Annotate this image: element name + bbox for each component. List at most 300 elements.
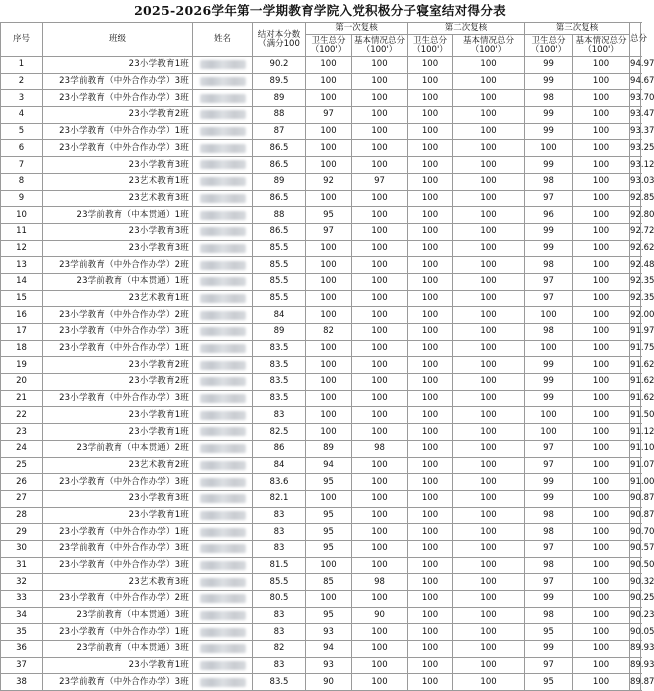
- row-r2-hygiene: 100: [408, 641, 453, 658]
- table-row: [1, 607, 641, 624]
- row-total: 93.12: [630, 157, 641, 174]
- row-r3-hygiene: 95: [525, 624, 573, 641]
- row-r1-hygiene: 100: [306, 490, 352, 507]
- row-name: [193, 457, 253, 474]
- row-r2-hygiene: 100: [408, 73, 453, 90]
- row-name: [193, 307, 253, 324]
- row-r1-basic: 100: [352, 641, 408, 658]
- row-name: [193, 524, 253, 541]
- row-pair-score: 85.5: [253, 273, 306, 290]
- row-r3-hygiene: 98: [525, 607, 573, 624]
- row-number: 24: [1, 440, 43, 457]
- row-r3-hygiene: 99: [525, 374, 573, 391]
- redacted-name: [200, 194, 246, 203]
- row-class: 23小学教育2班: [43, 107, 193, 124]
- row-number: 28: [1, 507, 43, 524]
- row-r1-basic: 100: [352, 90, 408, 107]
- row-r3-hygiene: 99: [525, 73, 573, 90]
- row-r2-hygiene: 100: [408, 474, 453, 491]
- row-r1-hygiene: 100: [306, 307, 352, 324]
- row-r1-basic: 100: [352, 324, 408, 341]
- row-r3-hygiene: 100: [525, 407, 573, 424]
- row-number: 38: [1, 674, 43, 691]
- row-r3-basic: 100: [573, 390, 630, 407]
- row-r2-hygiene: 100: [408, 374, 453, 391]
- redacted-name: [200, 528, 246, 537]
- row-r2-hygiene: 100: [408, 173, 453, 190]
- redacted-name: [200, 60, 246, 69]
- row-number: 33: [1, 591, 43, 608]
- row-name: [193, 273, 253, 290]
- row-total: 89.93: [630, 641, 641, 658]
- row-total: 94.67: [630, 73, 641, 90]
- row-r1-hygiene: 85: [306, 574, 352, 591]
- row-pair-score: 80.5: [253, 591, 306, 608]
- row-pair-score: 86.5: [253, 223, 306, 240]
- row-r1-basic: 100: [352, 157, 408, 174]
- row-r1-hygiene: 100: [306, 407, 352, 424]
- row-r3-hygiene: 98: [525, 524, 573, 541]
- row-pair-score: 84: [253, 307, 306, 324]
- row-name: [193, 540, 253, 557]
- table-row: [1, 340, 641, 357]
- row-name: [193, 173, 253, 190]
- row-r2-hygiene: 100: [408, 324, 453, 341]
- row-class: 23小学教育（中外合作办学）3班: [43, 390, 193, 407]
- row-pair-score: 82: [253, 641, 306, 658]
- redacted-name: [200, 327, 246, 336]
- row-total: 89.87: [630, 674, 641, 691]
- row-r3-basic: 100: [573, 324, 630, 341]
- row-r2-hygiene: 100: [408, 107, 453, 124]
- row-name: [193, 574, 253, 591]
- row-pair-score: 85.5: [253, 290, 306, 307]
- row-r1-basic: 100: [352, 424, 408, 441]
- row-r3-hygiene: 97: [525, 457, 573, 474]
- row-total: 93.47: [630, 107, 641, 124]
- row-r1-hygiene: 100: [306, 390, 352, 407]
- row-pair-score: 83.5: [253, 674, 306, 691]
- row-r3-hygiene: 99: [525, 223, 573, 240]
- row-number: 1: [1, 57, 43, 74]
- table-row: [1, 107, 641, 124]
- row-r3-hygiene: 97: [525, 540, 573, 557]
- row-r2-basic: 100: [453, 591, 525, 608]
- row-class: 23学前教育（中本贯通）3班: [43, 607, 193, 624]
- row-r2-basic: 100: [453, 173, 525, 190]
- row-total: 91.07: [630, 457, 641, 474]
- header-round1: 第一次复核: [306, 23, 408, 35]
- row-number: 9: [1, 190, 43, 207]
- redacted-name: [200, 361, 246, 370]
- row-r3-hygiene: 97: [525, 190, 573, 207]
- row-name: [193, 107, 253, 124]
- table-row: [1, 657, 641, 674]
- row-r3-basic: 100: [573, 57, 630, 74]
- sheet-title: 2025-2026学年第一学期教育学院入党积极分子寝室结对得分表: [134, 3, 506, 18]
- row-r2-hygiene: 100: [408, 607, 453, 624]
- row-total: 91.62: [630, 357, 641, 374]
- row-r1-hygiene: 100: [306, 57, 352, 74]
- row-name: [193, 641, 253, 658]
- row-name: [193, 190, 253, 207]
- redacted-name: [200, 394, 246, 403]
- table-row: [1, 490, 641, 507]
- redacted-name: [200, 544, 246, 553]
- row-number: 23: [1, 424, 43, 441]
- row-r3-basic: 100: [573, 490, 630, 507]
- row-r3-hygiene: 97: [525, 290, 573, 307]
- table-row: [1, 507, 641, 524]
- row-r3-hygiene: 96: [525, 207, 573, 224]
- row-r3-basic: 100: [573, 607, 630, 624]
- row-number: 3: [1, 90, 43, 107]
- table-row: [1, 173, 641, 190]
- row-total: 91.50: [630, 407, 641, 424]
- row-r3-hygiene: 99: [525, 490, 573, 507]
- redacted-name: [200, 661, 246, 670]
- row-number: 11: [1, 223, 43, 240]
- redacted-name: [200, 377, 246, 386]
- row-r1-hygiene: 82: [306, 324, 352, 341]
- row-number: 14: [1, 273, 43, 290]
- header-pair-score: 结对本分数（满分100: [253, 23, 306, 57]
- row-number: 31: [1, 557, 43, 574]
- row-r1-hygiene: 93: [306, 657, 352, 674]
- row-total: 91.62: [630, 374, 641, 391]
- score-table: [0, 22, 654, 691]
- row-number: 6: [1, 140, 43, 157]
- row-r2-basic: 100: [453, 507, 525, 524]
- row-class: 23小学教育3班: [43, 240, 193, 257]
- table-row: [1, 357, 641, 374]
- redacted-name: [200, 77, 246, 86]
- row-class: 23小学教育2班: [43, 374, 193, 391]
- row-r3-basic: 100: [573, 557, 630, 574]
- row-r1-basic: 100: [352, 407, 408, 424]
- row-r1-hygiene: 100: [306, 340, 352, 357]
- row-r1-hygiene: 95: [306, 507, 352, 524]
- row-class: 23艺术教育2班: [43, 457, 193, 474]
- row-r1-basic: 100: [352, 223, 408, 240]
- row-r1-basic: 100: [352, 657, 408, 674]
- row-r1-hygiene: 100: [306, 90, 352, 107]
- row-r2-basic: 100: [453, 524, 525, 541]
- table-row: [1, 524, 641, 541]
- row-r1-basic: 98: [352, 574, 408, 591]
- row-r2-hygiene: 100: [408, 390, 453, 407]
- row-r3-basic: 100: [573, 273, 630, 290]
- table-row: [1, 574, 641, 591]
- row-r2-basic: 100: [453, 324, 525, 341]
- row-total: 92.72: [630, 223, 641, 240]
- row-r1-hygiene: 100: [306, 190, 352, 207]
- row-r2-hygiene: 100: [408, 307, 453, 324]
- row-pair-score: 81.5: [253, 557, 306, 574]
- row-r3-basic: 100: [573, 674, 630, 691]
- row-r3-hygiene: 100: [525, 140, 573, 157]
- row-total: 91.75: [630, 340, 641, 357]
- row-r2-hygiene: 100: [408, 190, 453, 207]
- row-pair-score: 88: [253, 107, 306, 124]
- row-class: 23小学教育（中外合作办学）3班: [43, 90, 193, 107]
- redacted-name: [200, 144, 246, 153]
- row-r3-basic: 100: [573, 507, 630, 524]
- row-r1-basic: 100: [352, 107, 408, 124]
- row-r1-basic: 100: [352, 674, 408, 691]
- row-r1-basic: 100: [352, 257, 408, 274]
- row-r3-hygiene: 99: [525, 57, 573, 74]
- row-total: 92.00: [630, 307, 641, 324]
- table-row: [1, 57, 641, 74]
- row-r2-basic: 100: [453, 157, 525, 174]
- row-r3-basic: 100: [573, 340, 630, 357]
- row-r2-basic: 100: [453, 457, 525, 474]
- row-r3-basic: 100: [573, 641, 630, 658]
- row-r3-hygiene: 99: [525, 474, 573, 491]
- row-total: 92.62: [630, 240, 641, 257]
- row-name: [193, 207, 253, 224]
- redacted-name: [200, 294, 246, 303]
- row-number: 25: [1, 457, 43, 474]
- row-r2-basic: 100: [453, 190, 525, 207]
- row-pair-score: 85.5: [253, 257, 306, 274]
- row-number: 36: [1, 641, 43, 658]
- row-r2-basic: 100: [453, 607, 525, 624]
- row-r2-hygiene: 100: [408, 140, 453, 157]
- table-row: [1, 440, 641, 457]
- row-class: 23小学教育（中外合作办学）3班: [43, 324, 193, 341]
- row-class: 23艺术教育3班: [43, 190, 193, 207]
- row-r2-hygiene: 100: [408, 357, 453, 374]
- row-r3-basic: 100: [573, 457, 630, 474]
- row-r1-hygiene: 100: [306, 73, 352, 90]
- row-total: 89.93: [630, 657, 641, 674]
- row-r3-basic: 100: [573, 574, 630, 591]
- row-r2-basic: 100: [453, 357, 525, 374]
- row-r2-basic: 100: [453, 290, 525, 307]
- row-pair-score: 90.2: [253, 57, 306, 74]
- row-number: 13: [1, 257, 43, 274]
- row-pair-score: 83.5: [253, 340, 306, 357]
- row-r1-basic: 100: [352, 540, 408, 557]
- row-r3-hygiene: 98: [525, 90, 573, 107]
- row-pair-score: 86.5: [253, 140, 306, 157]
- row-name: [193, 657, 253, 674]
- row-r2-basic: 100: [453, 657, 525, 674]
- row-r2-basic: 100: [453, 390, 525, 407]
- row-r2-basic: 100: [453, 207, 525, 224]
- header-total: 总分: [630, 23, 641, 57]
- row-pair-score: 88: [253, 207, 306, 224]
- row-r1-basic: 100: [352, 57, 408, 74]
- row-pair-score: 83.5: [253, 374, 306, 391]
- row-r3-basic: 100: [573, 90, 630, 107]
- row-r2-hygiene: 100: [408, 223, 453, 240]
- row-number: 37: [1, 657, 43, 674]
- row-r1-basic: 100: [352, 340, 408, 357]
- row-pair-score: 83: [253, 607, 306, 624]
- row-number: 5: [1, 123, 43, 140]
- row-r2-hygiene: 100: [408, 674, 453, 691]
- redacted-name: [200, 461, 246, 470]
- row-r1-basic: 100: [352, 507, 408, 524]
- row-r2-hygiene: 100: [408, 273, 453, 290]
- row-name: [193, 240, 253, 257]
- redacted-name: [200, 244, 246, 253]
- row-r2-basic: 100: [453, 90, 525, 107]
- row-r1-basic: 100: [352, 290, 408, 307]
- row-r2-hygiene: 100: [408, 490, 453, 507]
- row-r2-basic: 100: [453, 223, 525, 240]
- row-r1-basic: 100: [352, 390, 408, 407]
- row-class: 23艺术教育1班: [43, 290, 193, 307]
- table-row: [1, 390, 641, 407]
- redacted-name: [200, 561, 246, 570]
- row-number: 4: [1, 107, 43, 124]
- table-row: [1, 674, 641, 691]
- row-r2-basic: 100: [453, 574, 525, 591]
- row-name: [193, 474, 253, 491]
- row-class: 23小学教育（中外合作办学）2班: [43, 591, 193, 608]
- row-pair-score: 85.5: [253, 240, 306, 257]
- row-class: 23学前教育（中本贯通）3班: [43, 641, 193, 658]
- redacted-name: [200, 678, 246, 687]
- redacted-name: [200, 478, 246, 487]
- row-r3-hygiene: 99: [525, 641, 573, 658]
- redacted-name: [200, 160, 246, 169]
- row-class: 23小学教育1班: [43, 657, 193, 674]
- row-r1-basic: 100: [352, 140, 408, 157]
- row-name: [193, 73, 253, 90]
- redacted-name: [200, 177, 246, 186]
- row-class: 23小学教育1班: [43, 57, 193, 74]
- table-row: [1, 457, 641, 474]
- row-total: 93.25: [630, 140, 641, 157]
- row-class: 23学前教育（中外合作办学）3班: [43, 540, 193, 557]
- row-pair-score: 83: [253, 524, 306, 541]
- row-r3-basic: 100: [573, 190, 630, 207]
- row-r2-basic: 100: [453, 140, 525, 157]
- row-class: 23小学教育3班: [43, 490, 193, 507]
- row-name: [193, 674, 253, 691]
- row-class: 23小学教育（中外合作办学）1班: [43, 524, 193, 541]
- table-row: [1, 157, 641, 174]
- row-r2-basic: 100: [453, 557, 525, 574]
- redacted-name: [200, 511, 246, 520]
- row-name: [193, 507, 253, 524]
- row-class: 23小学教育1班: [43, 407, 193, 424]
- redacted-name: [200, 344, 246, 353]
- row-r2-hygiene: 100: [408, 507, 453, 524]
- table-row: [1, 257, 641, 274]
- row-r3-basic: 100: [573, 591, 630, 608]
- row-r1-basic: 100: [352, 240, 408, 257]
- header-name: 姓名: [193, 23, 253, 57]
- row-r2-basic: 100: [453, 641, 525, 658]
- row-total: 90.23: [630, 607, 641, 624]
- table-row: [1, 374, 641, 391]
- header-r2-hygiene: 卫生总分（100'）: [408, 35, 453, 57]
- header-no: 序号: [1, 23, 43, 57]
- row-r2-basic: 100: [453, 273, 525, 290]
- row-name: [193, 591, 253, 608]
- row-r2-hygiene: 100: [408, 123, 453, 140]
- row-r3-hygiene: 99: [525, 123, 573, 140]
- row-r1-hygiene: 89: [306, 440, 352, 457]
- row-r3-hygiene: 100: [525, 340, 573, 357]
- row-class: 23学前教育（中外合作办学）3班: [43, 674, 193, 691]
- row-pair-score: 82.1: [253, 490, 306, 507]
- row-pair-score: 83.5: [253, 390, 306, 407]
- row-r1-basic: 100: [352, 591, 408, 608]
- row-r3-basic: 100: [573, 123, 630, 140]
- row-r1-hygiene: 97: [306, 107, 352, 124]
- row-r1-basic: 100: [352, 273, 408, 290]
- redacted-name: [200, 261, 246, 270]
- row-r3-hygiene: 97: [525, 273, 573, 290]
- row-pair-score: 83.5: [253, 357, 306, 374]
- row-total: 93.37: [630, 123, 641, 140]
- redacted-name: [200, 94, 246, 103]
- row-r2-basic: 100: [453, 123, 525, 140]
- row-number: 21: [1, 390, 43, 407]
- row-r3-hygiene: 99: [525, 107, 573, 124]
- table-row: [1, 407, 641, 424]
- row-total: 90.05: [630, 624, 641, 641]
- row-r1-hygiene: 100: [306, 374, 352, 391]
- row-r3-hygiene: 100: [525, 424, 573, 441]
- row-class: 23小学教育（中外合作办学）1班: [43, 123, 193, 140]
- row-r1-basic: 100: [352, 73, 408, 90]
- header-r2-basic: 基本情况总分（100'）: [453, 35, 525, 57]
- row-r1-basic: 100: [352, 474, 408, 491]
- row-r3-basic: 100: [573, 257, 630, 274]
- row-name: [193, 90, 253, 107]
- row-r3-basic: 100: [573, 440, 630, 457]
- row-total: 91.00: [630, 474, 641, 491]
- row-r2-hygiene: 100: [408, 407, 453, 424]
- row-class: 23小学教育2班: [43, 357, 193, 374]
- row-total: 91.12: [630, 424, 641, 441]
- row-r3-basic: 100: [573, 107, 630, 124]
- row-r1-basic: 100: [352, 190, 408, 207]
- row-r2-hygiene: 100: [408, 290, 453, 307]
- row-name: [193, 490, 253, 507]
- row-class: 23学前教育（中本贯通）2班: [43, 440, 193, 457]
- row-r1-hygiene: 94: [306, 641, 352, 658]
- redacted-name: [200, 227, 246, 236]
- row-name: [193, 407, 253, 424]
- row-total: 92.80: [630, 207, 641, 224]
- row-r3-hygiene: 99: [525, 591, 573, 608]
- row-r1-hygiene: 100: [306, 257, 352, 274]
- row-r1-hygiene: 94: [306, 457, 352, 474]
- row-r2-basic: 100: [453, 73, 525, 90]
- table-row: [1, 190, 641, 207]
- row-total: 90.87: [630, 490, 641, 507]
- row-name: [193, 257, 253, 274]
- row-number: 30: [1, 540, 43, 557]
- row-r3-hygiene: 97: [525, 657, 573, 674]
- row-class: 23小学教育1班: [43, 507, 193, 524]
- row-class: 23小学教育（中外合作办学）1班: [43, 340, 193, 357]
- table-row: [1, 240, 641, 257]
- row-name: [193, 57, 253, 74]
- row-number: 7: [1, 157, 43, 174]
- row-r3-basic: 100: [573, 73, 630, 90]
- redacted-name: [200, 444, 246, 453]
